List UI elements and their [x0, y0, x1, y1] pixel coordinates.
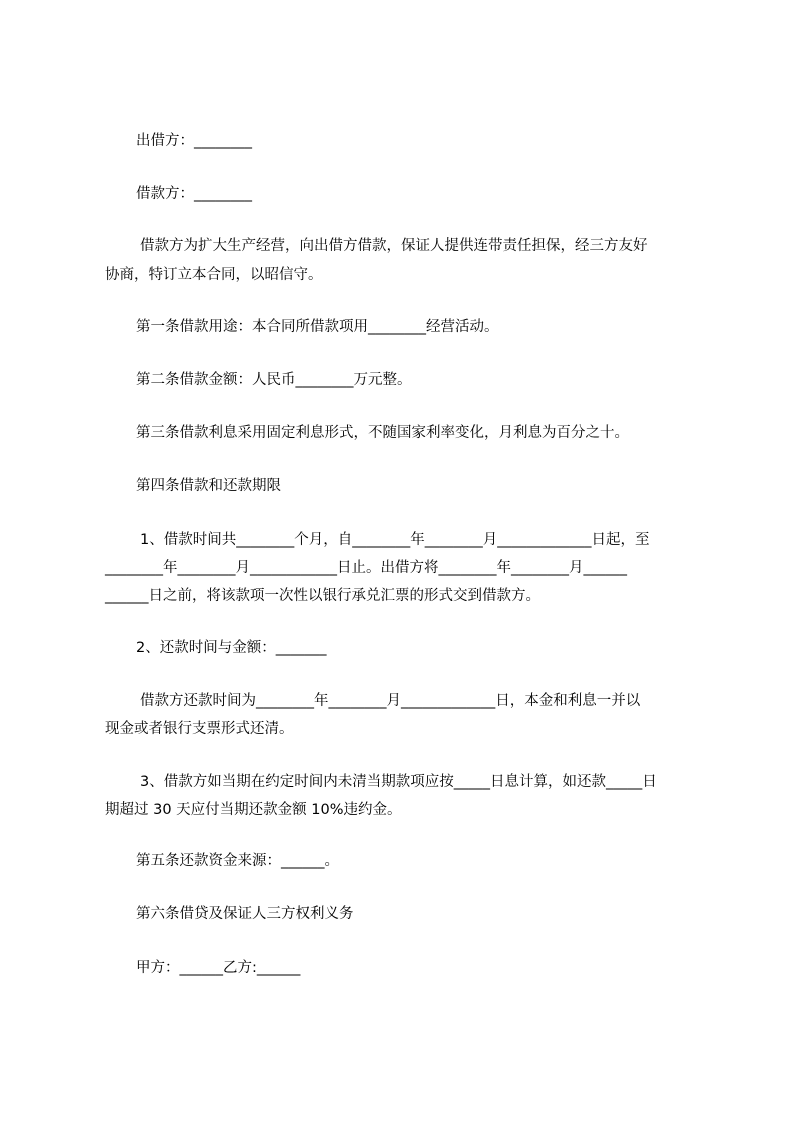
article-3: 第三条借款利息采用固定利息形式，不随国家利率变化，月利息为百分之十。 — [136, 425, 629, 441]
article-6-title: 第六条借贷及保证人三方权利义务 — [136, 906, 354, 922]
article-4-item-2: 2、还款时间与金额：_______ — [136, 640, 327, 656]
parties-line: 甲方：______乙方:______ — [136, 960, 301, 976]
article-5: 第五条还款资金来源：______。 — [136, 853, 339, 869]
preamble-line-2: 协商，特订立本合同，以昭信守。 — [105, 267, 323, 283]
article-4-title: 第四条借款和还款期限 — [136, 478, 281, 494]
article-4-item-3-line-2: 期超过 30 天应付当期还款金额 10%违约金。 — [105, 802, 402, 818]
article-1: 第一条借款用途：本合同所借款项用________经营活动。 — [136, 319, 499, 335]
lender-line: 出借方：________ — [136, 133, 252, 149]
preamble-line-1: 借款方为扩大生产经营，向出借方借款，保证人提供连带责任担保，经三方友好 — [140, 238, 648, 254]
repayment-line-2: 现金或者银行支票形式还清。 — [105, 721, 294, 737]
borrower-line: 借款方：________ — [136, 186, 252, 202]
article-4-item-1-line-1: 1、借款时间共________个月，自________年________月_____________日起，至 — [140, 532, 650, 548]
repayment-line-1: 借款方还款时间为________年________月_____________日，本金和利息一并以 — [140, 693, 641, 709]
article-4-item-3-line-1: 3、借款方如当期在约定时间内未清当期款项应按_____日息计算，如还款_____日 — [140, 774, 657, 790]
article-4-item-1-line-3: ______日之前，将该款项一次性以银行承兑汇票的形式交到借款方。 — [105, 588, 540, 604]
article-4-item-1-line-2: ________年________月____________日止。出借方将________年________月______ — [105, 560, 627, 576]
article-2: 第二条借款金额：人民币________万元整。 — [136, 372, 412, 388]
